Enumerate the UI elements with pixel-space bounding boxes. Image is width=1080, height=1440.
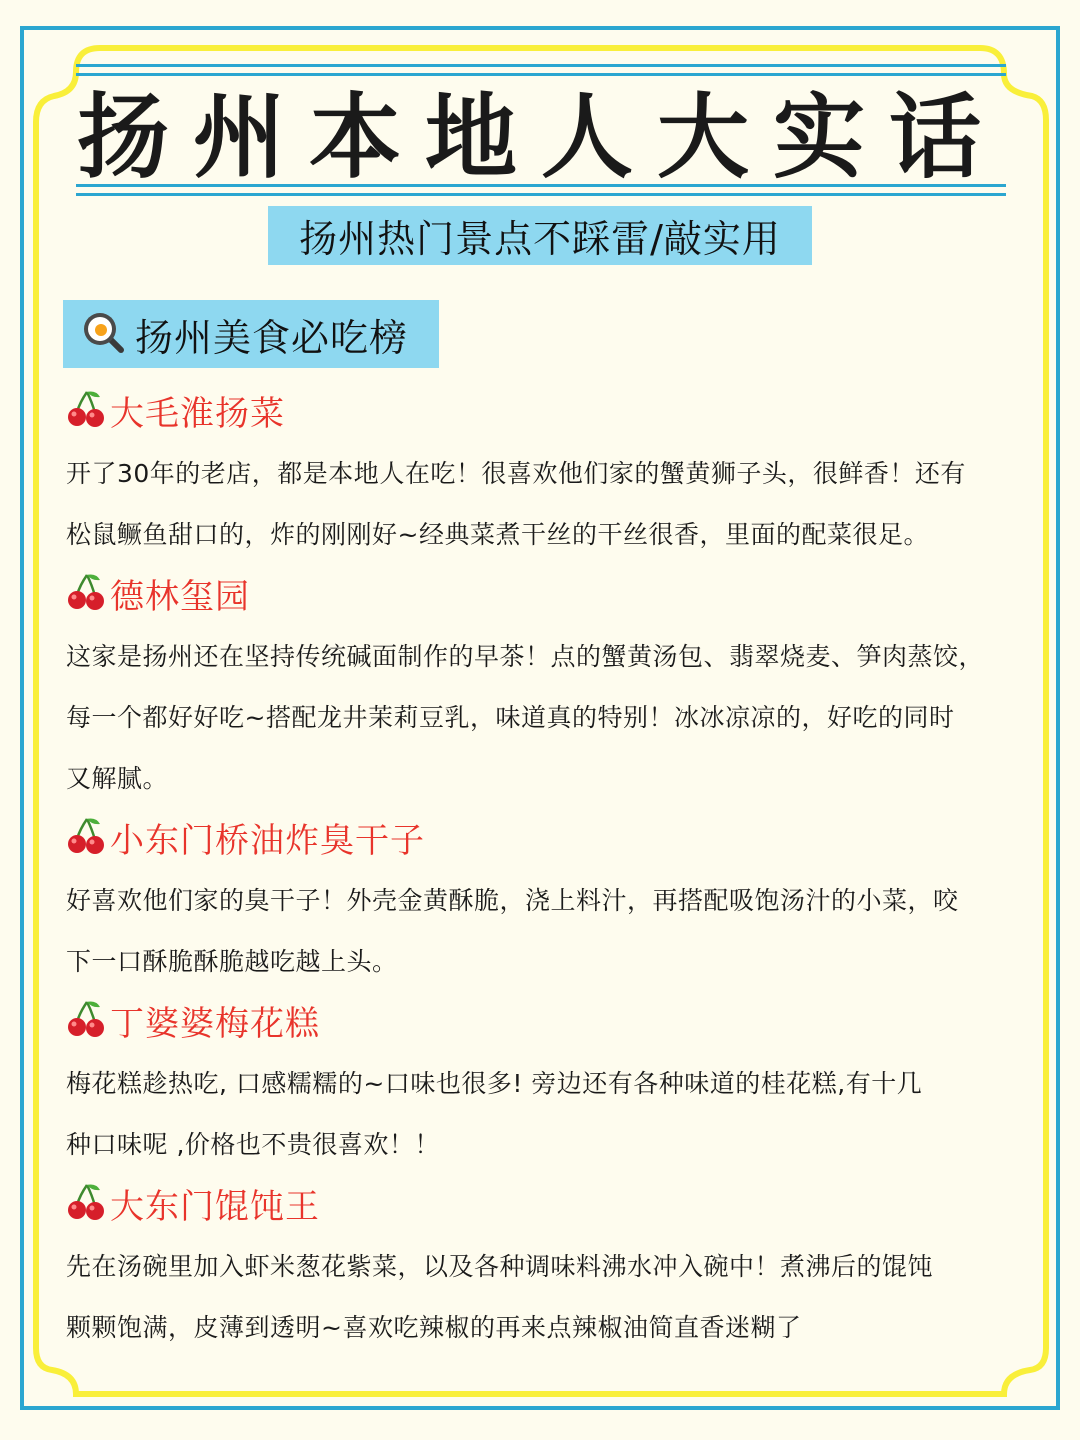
entry-name: 大毛淮扬菜 [110,393,285,434]
entry-name: 德林玺园 [110,576,250,617]
entry-name: 小东门桥油炸臭干子 [110,820,425,861]
entry-line: 下一口酥脆酥脆越吃越上头。 [66,947,398,976]
entry-description [66,1053,1026,1175]
title-rule-bottom [76,184,1006,196]
frying-pan-egg-icon [81,310,125,358]
page-title: 扬州本地人大实话 [76,84,1005,191]
cherry-icon [66,1181,106,1225]
entry-line: 每一个都好好吃~搭配龙井茉莉豆乳，味道真的特别！冰冰凉凉的，好吃的同时 [66,703,955,732]
entry-description [66,1236,1026,1358]
entry-line: 好喜欢他们家的臭干子！外壳金黄酥脆，浇上料汁，再搭配吸饱汤汁的小菜，咬 [66,886,959,915]
entry-line: 又解腻。 [66,764,169,793]
entry-line: 这家是扬州还在坚持传统碱面制作的早茶！点的蟹黄汤包、翡翠烧麦、笋肉蒸饺， [66,642,985,671]
entry-line: 开了30年的老店，都是本地人在吃！很喜欢他们家的蟹黄狮子头，很鲜香！还有 [66,459,966,488]
entry-line: 梅花糕趁热吃, 口感糯糯的~口味也很多! 旁边还有各种味道的桂花糕,有十几 [66,1069,923,1098]
cherry-icon [66,815,106,859]
cherry-icon [66,388,106,432]
entry-line: 种口味呢 ,价格也不贵很喜欢！！ [66,1130,440,1159]
entry-name: 丁婆婆梅花糕 [110,1003,320,1044]
entry-description [66,443,1026,565]
section-header-label: 扬州美食必吃榜 [135,315,409,360]
entry-description [66,870,1026,992]
entry-title [66,815,425,859]
page-subtitle: 扬州热门景点不踩雷/敲实用 [268,206,812,265]
entry-line: 颗颗饱满，皮薄到透明~喜欢吃辣椒的再来点辣椒油简直香迷糊了 [66,1313,802,1342]
cherry-icon [66,998,106,1042]
entry-line: 松鼠鳜鱼甜口的，炸的刚刚好~经典菜煮干丝的干丝很香，里面的配菜很足。 [66,520,929,549]
entry-title [66,998,320,1042]
entry-description [66,626,1026,809]
entry-line: 先在汤碗里加入虾米葱花紫菜，以及各种调味料沸水冲入碗中！煮沸后的馄饨 [66,1252,934,1281]
entry-title [66,388,285,432]
cherry-icon [66,571,106,615]
entry-title [66,1181,320,1225]
entry-name: 大东门馄饨王 [110,1186,320,1227]
section-header [63,300,439,368]
entry-title [66,571,250,615]
